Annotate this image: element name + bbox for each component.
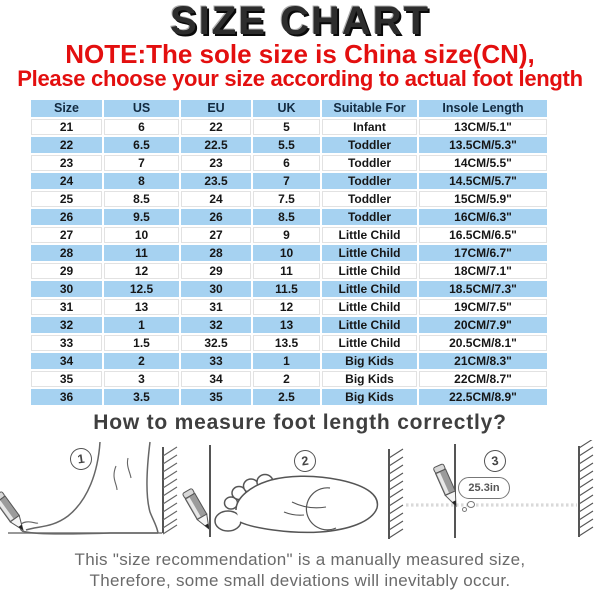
table-row xyxy=(31,317,547,333)
table-cell: 20.5CM/8.1" xyxy=(419,335,547,351)
table-row xyxy=(31,371,547,387)
table-row xyxy=(31,119,547,135)
table-cell: 3.5 xyxy=(104,389,179,405)
table-cell: 11.5 xyxy=(253,281,320,297)
table-cell: 32.5 xyxy=(181,335,251,351)
table-cell: Little Child xyxy=(322,263,417,279)
footer-line-2: Therefore, some small deviations will inevitably occur. xyxy=(89,571,511,590)
table-cell: 21 xyxy=(31,119,102,135)
table-cell: Toddler xyxy=(322,173,417,189)
table-cell: 18.5CM/7.3" xyxy=(419,281,547,297)
table-cell: 29 xyxy=(31,263,102,279)
table-cell: 26 xyxy=(181,209,251,225)
table-cell: Toddler xyxy=(322,155,417,171)
note-line-1: NOTE:The sole size is China size(CN), xyxy=(65,39,535,69)
table-cell: 22 xyxy=(31,137,102,153)
table-cell: 27 xyxy=(181,227,251,243)
table-cell: 3 xyxy=(104,371,179,387)
table-cell: 13 xyxy=(104,299,179,315)
note-line-2: Please choose your size according to actual foot length xyxy=(17,66,583,91)
table-cell: 36 xyxy=(31,389,102,405)
header-row xyxy=(31,100,547,117)
table-cell: 16CM/6.3" xyxy=(419,209,547,225)
table-cell: Little Child xyxy=(322,299,417,315)
table-cell: 9.5 xyxy=(104,209,179,225)
table-cell: 13.5CM/5.3" xyxy=(419,137,547,153)
table-cell: 7 xyxy=(104,155,179,171)
step-number-1: 1 xyxy=(69,447,94,472)
table-row xyxy=(31,191,547,207)
table-cell: 30 xyxy=(181,281,251,297)
table-cell: Big Kids xyxy=(322,389,417,405)
table-row xyxy=(31,173,547,189)
table-row xyxy=(31,209,547,225)
table-row xyxy=(31,227,547,243)
column-header: Insole Length xyxy=(419,100,547,117)
table-cell: 31 xyxy=(31,299,102,315)
page-title: SIZE CHART xyxy=(170,0,430,43)
table-cell: Little Child xyxy=(322,281,417,297)
table-cell: 8 xyxy=(104,173,179,189)
footer-note xyxy=(0,549,600,591)
table-cell: 32 xyxy=(181,317,251,333)
table-row xyxy=(31,353,547,369)
table-cell: 2.5 xyxy=(253,389,320,405)
table-row xyxy=(31,299,547,315)
table-cell: 11 xyxy=(253,263,320,279)
table-cell: 35 xyxy=(181,389,251,405)
table-cell: 16.5CM/6.5" xyxy=(419,227,547,243)
table-cell: Big Kids xyxy=(322,353,417,369)
column-header: Suitable For xyxy=(322,100,417,117)
table-cell: 32 xyxy=(31,317,102,333)
step-number-2: 2 xyxy=(293,449,318,474)
table-cell: 8.5 xyxy=(104,191,179,207)
table-row xyxy=(31,245,547,261)
size-table-body xyxy=(31,119,547,405)
table-row xyxy=(31,155,547,171)
table-cell: 1.5 xyxy=(104,335,179,351)
table-cell: 34 xyxy=(31,353,102,369)
table-cell: 6 xyxy=(253,155,320,171)
table-cell: 21CM/8.3" xyxy=(419,353,547,369)
table-cell: Toddler xyxy=(322,209,417,225)
table-cell: Little Child xyxy=(322,227,417,243)
table-cell: 15CM/5.9" xyxy=(419,191,547,207)
table-cell: 28 xyxy=(31,245,102,261)
table-cell: 2 xyxy=(253,371,320,387)
table-cell: 14.5CM/5.7" xyxy=(419,173,547,189)
table-cell: 23 xyxy=(181,155,251,171)
table-row xyxy=(31,137,547,153)
table-cell: 17CM/6.7" xyxy=(419,245,547,261)
table-cell: 6.5 xyxy=(104,137,179,153)
table-cell: 35 xyxy=(31,371,102,387)
table-cell: 14CM/5.5" xyxy=(419,155,547,171)
table-cell: 5.5 xyxy=(253,137,320,153)
table-cell: 25 xyxy=(31,191,102,207)
measurement-thought-bubble: 25.3in xyxy=(458,477,510,499)
table-cell: 7.5 xyxy=(253,191,320,207)
table-row xyxy=(31,389,547,405)
table-cell: 13CM/5.1" xyxy=(419,119,547,135)
table-cell: 12.5 xyxy=(104,281,179,297)
size-table-head xyxy=(31,100,547,117)
footer-line-1: This "size recommendation" is a manually measured size, xyxy=(74,550,526,569)
table-cell: 10 xyxy=(104,227,179,243)
step-number-3: 3 xyxy=(483,449,508,474)
column-header: US xyxy=(104,100,179,117)
table-cell: 13 xyxy=(253,317,320,333)
table-cell: 34 xyxy=(181,371,251,387)
table-cell: 1 xyxy=(253,353,320,369)
table-cell: 19CM/7.5" xyxy=(419,299,547,315)
table-cell: Big Kids xyxy=(322,371,417,387)
table-cell: 8.5 xyxy=(253,209,320,225)
table-cell: 31 xyxy=(181,299,251,315)
table-cell: 20CM/7.9" xyxy=(419,317,547,333)
table-cell: 5 xyxy=(253,119,320,135)
table-cell: Little Child xyxy=(322,317,417,333)
step-2-sole-foot-icon xyxy=(182,445,403,539)
table-cell: 12 xyxy=(104,263,179,279)
table-cell: Toddler xyxy=(322,191,417,207)
measure-heading: How to measure foot length correctly? xyxy=(93,411,507,434)
table-cell: Infant xyxy=(322,119,417,135)
table-cell: 22 xyxy=(181,119,251,135)
column-header: EU xyxy=(181,100,251,117)
table-cell: 2 xyxy=(104,353,179,369)
table-row xyxy=(31,281,547,297)
table-cell: 6 xyxy=(104,119,179,135)
table-cell: 33 xyxy=(181,353,251,369)
table-cell: 24 xyxy=(31,173,102,189)
table-row xyxy=(31,263,547,279)
table-cell: 26 xyxy=(31,209,102,225)
table-cell: 9 xyxy=(253,227,320,243)
table-cell: 1 xyxy=(104,317,179,333)
table-cell: 13.5 xyxy=(253,335,320,351)
table-cell: 12 xyxy=(253,299,320,315)
table-cell: 28 xyxy=(181,245,251,261)
column-header: Size xyxy=(31,100,102,117)
table-cell: 10 xyxy=(253,245,320,261)
table-cell: Little Child xyxy=(322,335,417,351)
table-cell: 23 xyxy=(31,155,102,171)
table-row xyxy=(31,335,547,351)
table-cell: 22CM/8.7" xyxy=(419,371,547,387)
table-cell: Little Child xyxy=(322,245,417,261)
table-cell: Toddler xyxy=(322,137,417,153)
size-table xyxy=(29,98,549,407)
table-cell: 23.5 xyxy=(181,173,251,189)
table-cell: 33 xyxy=(31,335,102,351)
table-cell: 27 xyxy=(31,227,102,243)
column-header: UK xyxy=(253,100,320,117)
table-cell: 22.5 xyxy=(181,137,251,153)
table-cell: 7 xyxy=(253,173,320,189)
table-cell: 11 xyxy=(104,245,179,261)
table-cell: 22.5CM/8.9" xyxy=(419,389,547,405)
table-cell: 29 xyxy=(181,263,251,279)
table-cell: 30 xyxy=(31,281,102,297)
table-cell: 18CM/7.1" xyxy=(419,263,547,279)
table-cell: 24 xyxy=(181,191,251,207)
